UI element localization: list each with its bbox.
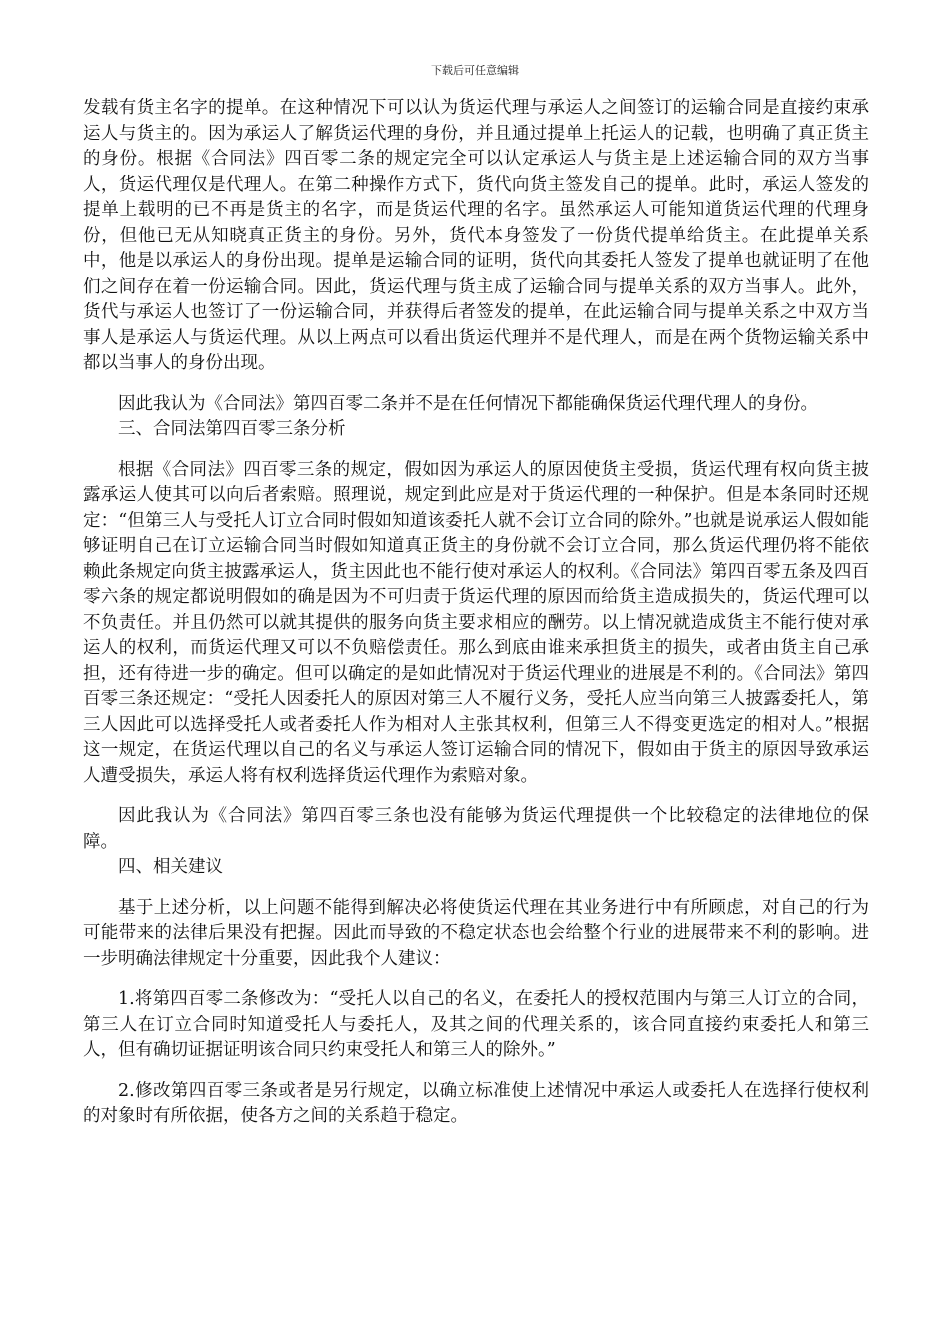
paragraph-article-403-analysis: 根据《合同法》四百零三条的规定，假如因为承运人的原因使货主受损，货运代理有权向货主披露承运人使其可以向后者索赔。照理说，规定到此应是对于货运代理的一种保护。但是本条同时还规定：“但第三人与受托人订立合同时假如知道该委托人就不会订立合同的除外。”也就是说承运人假如能够证明自己在订立运输合同当时假如知道真正货主的身份就不会订立合同，那么货运代理仍将不能依赖此条规定向货主披露承运人，货主因此也不能行使对承运人的权利。《合同法》第四百零五条及四百零六条的规定都说明假如的确是因为不可归责于货运代理的原因而给货主造成损失的，货运代理可以不负责任。并且仍然可以就其提供的服务向货主要求相应的酬劳。以上情况就造成货主不能行使对承运人的权利，而货运代理又可以不负赔偿责任。那么到底由谁来承担货主的损失，或者由货主自己承担，还有待进一步的确定。但可以确定的是如此情况对于货运代理业的进展是不利的。《合同法》第四百零三条还规定：“受托人因委托人的原因对第三人不履行义务，受托人应当向第三人披露委托人，第三人因此可以选择受托人或者委托人作为相对人主张其权利，但第三人不得变更选定的相对人。”根据这一规定，在货运代理以自己的名义与承运人签订运输合同的情况下，假如由于货主的原因导致承运人遭受损失，承运人将有权利选择货运代理作为索赔对象。 — [83, 459, 869, 786]
paragraph-conclusion-article-403: 因此我认为《合同法》第四百零三条也没有能够为货运代理提供一个比较稳定的法律地位的保障。 — [83, 806, 869, 852]
paragraph-bill-of-lading-analysis: 发载有货主名字的提单。在这种情况下可以认为货运代理与承运人之间签订的运输合同是直接约束承运人与货主的。因为承运人了解货运代理的身份，并且通过提单上托运人的记载，也明确了真正货主的身份。根据《合同法》四百零二条的规定完全可以认定承运人与货主是上述运输合同的双方当事人，货运代理仅是代理人。在第二种操作方式下，货代向货主签发自己的提单。此时，承运人签发的提单上载明的已不再是货主的名字，而是货运代理的名字。虽然承运人可能知道货运代理的代理身份，但他已无从知晓真正货主的身份。另外，货代本身签发了一份货代提单给货主。在此提单关系中，他是以承运人的身份出现。提单是运输合同的证明，货代向其委托人签发了提单也就证明了在他们之间存在着一份运输合同。因此，货运代理与货主成了运输合同与提单关系的双方当事人。此外，货代与承运人也签订了一份运输合同，并获得后者签发的提单，在此运输合同与提单关系之中双方当事人是承运人与货运代理。从以上两点可以看出货运代理并不是代理人，而是在两个货物运输关系中都以当事人的身份出现。 — [83, 98, 869, 373]
paragraph-suggestion-2: 2.修改第四百零三条或者是另行规定，以确立标准使上述情况中承运人或委托人在选择行使权利的对象时有所依据，使各方之间的关系趋于稳定。 — [83, 1080, 869, 1126]
paragraph-suggestion-1: 1.将第四百零二条修改为：“受托人以自己的名义，在委托人的授权范围内与第三人订立的合同，第三人在订立合同时知道受托人与委托人，及其之间的代理关系的，该合同直接约束委托人和第三人，但有确切证据证明该合同只约束受托人和第三人的除外。” — [83, 989, 869, 1060]
document-body — [83, 96, 869, 1130]
section-heading-article-403: 三、合同法第四百零三条分析 — [118, 419, 346, 439]
paragraph-suggestions-intro: 基于上述分析，以上问题不能得到解决必将使货运代理在其业务进行中有所顾虑，对自己的行为可能带来的法律后果没有把握。因此而导致的不稳定状态也会给整个行业的进展带来不利的影响。进一步明确法律规定十分重要，因此我个人建议： — [83, 897, 869, 969]
paragraph-conclusion-article-402: 因此我认为《合同法》第四百零二条并不是在任何情况下都能确保货运代理代理人的身份。 — [118, 393, 818, 414]
page-header: 下载后可任意编辑 — [431, 64, 519, 77]
section-heading-suggestions: 四、相关建议 — [118, 857, 223, 877]
